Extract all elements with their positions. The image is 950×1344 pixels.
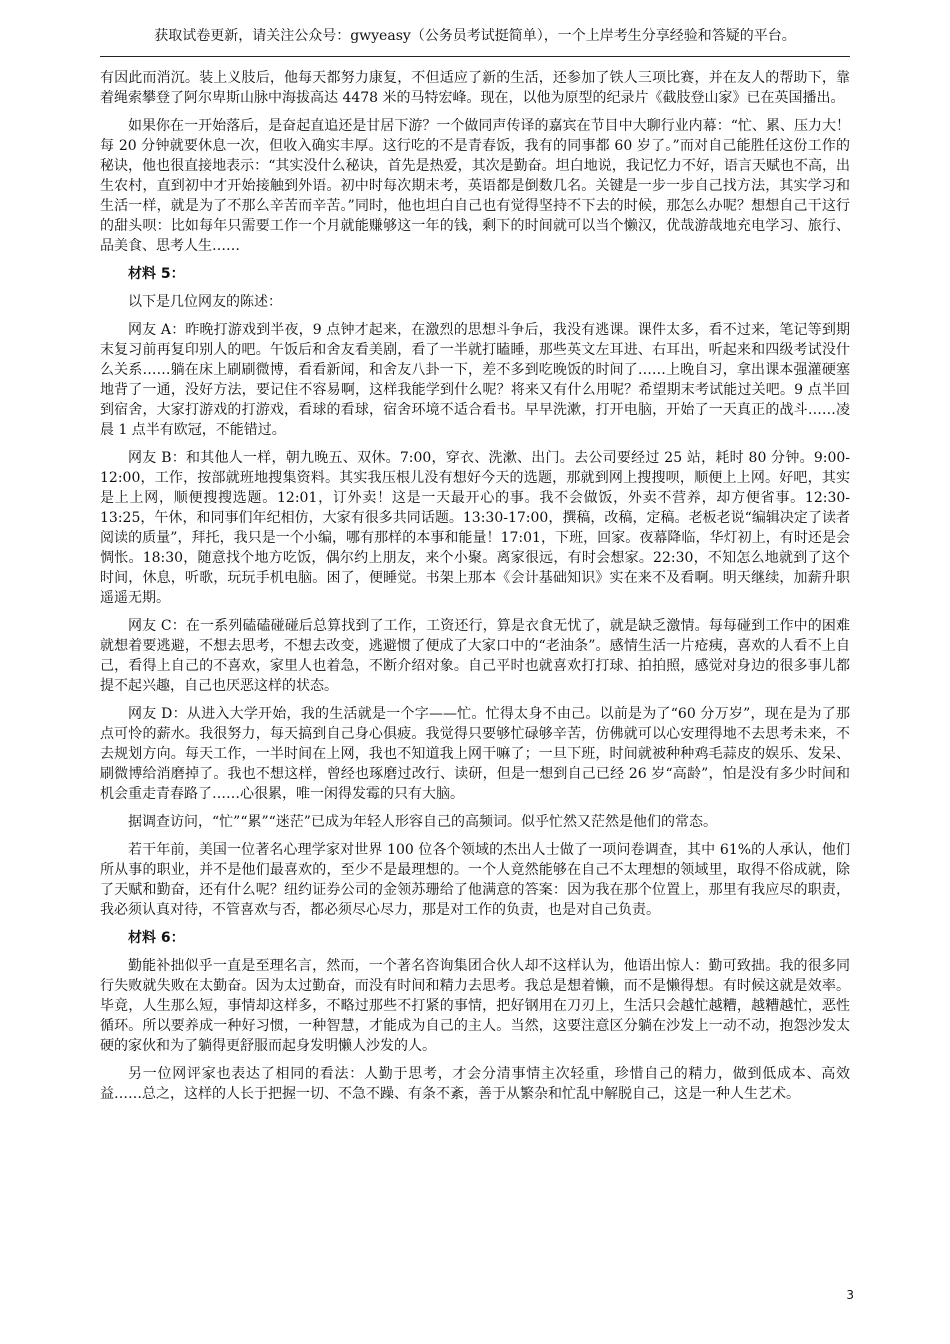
header-divider — [100, 56, 850, 57]
paragraph-commentator: 另一位网评家也表达了相同的看法：人勤于思考，才会分清事情主次轻重，珍惜自己的精力，做到低成本、高效益……总之，这样的人长于把握一切、不急不躁、有条不紊，善于从繁杂和忙乱中解脱自己，这是一种人生艺术。 — [100, 1066, 850, 1102]
paragraph-psychologist: 若干年前，美国一位著名心理学家对世界 100 位各个领域的杰出人士做了一项问卷调查，其中 61%的人承认，他们所从事的职业，并不是他们最喜欢的，至少不是最理想的。一个人竟然能够在自己不太理想的领域里，取得不俗成就，除了天赋和勤奋，还有什么呢？纽约证券公司的金领苏珊给了他满意的答案：因为我在那个位置上，那里有我应尽的职责，我必须认真对待，不管喜欢与否，都必须尽心尽力，那是对工作的负责，也是对自己负责。 — [100, 842, 850, 918]
paragraph-netizen-b: 网友 B：和其他人一样，朝九晚五、双休。7:00，穿衣、洗漱、出门。去公司要经过 25 站，耗时 80 分钟。9:00-12:00，工作，按部就班地搜集资料。其实我压根儿没有想好今天的选题，那就到网上搜搜呗，顺便上上网。好吧，其实是上上网，顺便搜搜选题。12:01，订外卖！这是一天最开心的事。我不会做饭，外卖不营养，却方便省事。12:30-13:25，午休，和同事们年纪相仿，大家有很多共同话题。13:30-17:00，撰稿，改稿，定稿。老板老说“编辑决定了读者阅读的质量”，拜托，我只是一个小编，哪有那样的本事和能量！17:01，下班，回家。夜幕降临，华灯初上，有时还是会惆怅。18:30，随意找个地方吃饭，偶尔约上朋友，来个小聚。离家很远，有时会想家。22:30，不知怎么地就到了这个时间，休息，听歌，玩玩手机电脑。困了，便睡觉。书架上那本《会计基础知识》实在来不及看啊。明天继续，加薪升职遥遥无期。 — [100, 450, 850, 606]
material-5-heading: 材料 5： — [128, 266, 185, 282]
paragraph-continuation: 有因此而消沉。装上义肢后，他每天都努力康复，不但适应了新的生活，还参加了铁人三项比赛，并在友人的帮助下，靠着绳索攀登了阿尔卑斯山脉中海拔高达 4478 米的马特宏峰。现在，以他为原型的纪录片《截肢登山家》已在英国播出。 — [100, 70, 850, 106]
page-number: 3 — [846, 1288, 854, 1302]
paragraph-netizen-d: 网友 D：从进入大学开始，我的生活就是一个字——忙。忙得太身不由己。以前是为了“60 分万岁”，现在是为了那点可怜的薪水。我很努力，每天搞到自己身心俱疲。我觉得只要够忙碌够辛苦，仿佛就可以心安理得地不去思考未来，不去规划方向。每天工作，一半时间在上网，我也不知道我上网干嘛了；一旦下班，时间就被种种鸡毛蒜皮的娱乐、发呆、刷微博给消磨掉了。我也不想这样，曾经也琢磨过改行、读研，但是一想到自己已经 26 岁“高龄”，怕是没有多少时间和机会重走青春路了……心很累，唯一闲得发霉的只有大脑。 — [100, 706, 850, 802]
paragraph-intro: 以下是几位网友的陈述： — [128, 294, 282, 310]
paragraph-netizen-a: 网友 A：昨晚打游戏到半夜，9 点钟才起来，在激烈的思想斗争后，我没有逃课。课件太多，看不过来，笔记等到期末复习前再复印别人的吧。午饭后和舍友看美剧，看了一半就打瞌睡，那些英文左耳进、右耳出，听起来和四级考试没什么关系……躺在床上刷刷微博，看看新闻，和舍友八卦一下，差不多到吃晚饭的时间了……上晚自习，拿出课本强灌硬塞地背了一通，没好方法，要记住不容易啊，这样我能学到什么呢？将来又有什么用呢？希望期末考试能过关吧。9 点半回到宿舍，大家打游戏的打游戏，看球的看球，宿舍环境不适合看书。早早洗漱，打开电脑，开始了一天真正的战斗……凌晨 1 点半有欧冠，不能错过。 — [100, 322, 850, 438]
material-6-heading: 材料 6： — [128, 930, 185, 946]
paragraph-netizen-c: 网友 C：在一系列磕磕碰碰后总算找到了工作，工资还行，算是衣食无忧了，就是缺乏激情。每每碰到工作中的困难就想着要逃避，不想去思考，不想去改变，逃避惯了便成了大家口中的“老油条”。感情生活一片疮痍，喜欢的人看不上自己，看得上自己的不喜欢，家里人也着急，不断介绍对象。自己平时也就喜欢打打球、拍拍照，感觉对身边的很多事儿都提不起兴趣，自己也厌恶这样的状态。 — [100, 618, 850, 694]
page-header: 获取试卷更新，请关注公众号：gwyeasy（公务员考试挺简单），一个上岸考生分享经验和答疑的平台。 — [154, 28, 796, 44]
paragraph-consultant: 勤能补拙似乎一直是至理名言，然而，一个著名咨询集团合伙人却不这样认为，他语出惊人：勤可致拙。我的很多同行失败就失败在太勤奋。因为太过勤奋，而没有时间和精力去思考。我总是想着懒，而不是懒得想。有时候这就是效率。毕竟，人生那么短，事情却这样多，不略过那些不打紧的事情，把好钢用在刀刃上，生活只会越忙越糟，越糟越忙，恶性循环。所以要养成一种好习惯，一种智慧，才能成为自己的主人。当然，这要注意区分躺在沙发上一动不动，抱怨沙发太硬的家伙和为了躺得更舒服而起身发明懒人沙发的人。 — [100, 958, 850, 1054]
paragraph-interpreter: 如果你在一开始落后，是奋起直追还是甘居下游？一个做同声传译的嘉宾在节目中大聊行业内幕：“忙、累、压力大！每 20 分钟就要休息一次，但收入确实丰厚。这行吃的不是青春饭，我有的同事都 60 岁了。”而对自己能胜任这份工作的秘诀，他也很直接地表示：“其实没什么秘诀，首先是热爱，其次是勤奋。坦白地说，我记忆力不好，语言天赋也不高，出生农村，直到初中才开始接触到外语。初中时每次期末考，英语都是倒数几名。关键是一步一步自己找方法，其实学习和生活一样，就是为了不那么辛苦而辛苦。”同时，他也坦白自己也有觉得坚持不下去的时候，那怎么办呢？想想自己干这行的甜头呗：比如每年只需要工作一个月就能赚够这一年的钱，剩下的时间就可以当个懒汉，优哉游哉地充电学习、旅行、品美食、思考人生…… — [100, 118, 850, 254]
paragraph-survey: 据调查访问，“忙”“累”“迷茫”已成为年轻人形容自己的高频词。似乎忙然又茫然是他们的常态。 — [128, 814, 717, 830]
document-body — [100, 68, 850, 1112]
